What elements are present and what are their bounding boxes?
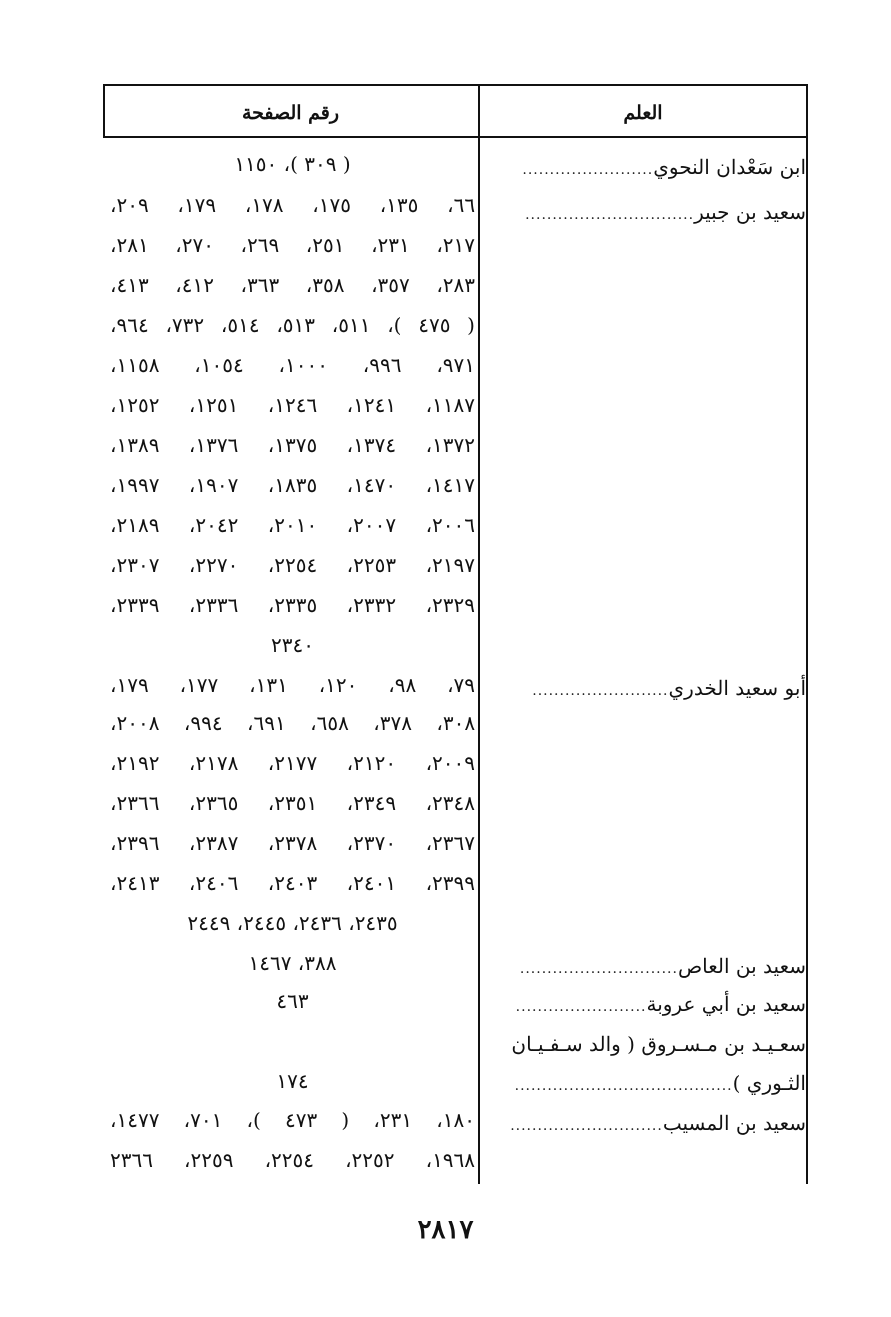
table-column-divider bbox=[478, 84, 480, 1184]
entry-name: سعيد بن جبير............................... bbox=[525, 200, 806, 224]
page-refs-line: ٢٣٦٧، ٢٣٧٠، ٢٣٧٨، ٢٣٨٧، ٢٣٩٦، bbox=[110, 831, 475, 855]
page-refs-line: ٧٩، ٩٨، ١٢٠، ١٣١، ١٧٧، ١٧٩، bbox=[110, 673, 476, 697]
page-refs-line: ٢١٩٧، ٢٢٥٣، ٢٢٥٤، ٢٢٧٠، ٢٣٠٧، bbox=[110, 553, 475, 577]
table-top-border bbox=[103, 84, 808, 86]
entry-name: سعـيـد بن مـسـروق ( والد سـفـيـان bbox=[511, 1032, 806, 1056]
page-refs-line: ٩٧١، ٩٩٦، ١٠٠٠، ١٠٥٤، ١١٥٨، bbox=[110, 353, 476, 377]
page-refs-line: ١٣٧٢، ١٣٧٤، ١٣٧٥، ١٣٧٦، ١٣٨٩، bbox=[110, 433, 475, 457]
page-refs-line: ٤٦٣ bbox=[276, 989, 309, 1013]
page-refs-line: ١٨٠، ٢٣١، ( ٤٧٣ )، ٧٠١، ١٤٧٧، bbox=[110, 1108, 475, 1132]
page-refs-line: ١٩٦٨، ٢٢٥٢، ٢٢٥٤، ٢٢٥٩، ٢٣٦٦ bbox=[110, 1148, 476, 1172]
page-refs-line: ١٧٤ bbox=[276, 1069, 309, 1093]
entry-name: أبو سعيد الخدري......................... bbox=[532, 676, 806, 700]
page-refs-line: ٢٤٣٥، ٢٤٣٦، ٢٤٤٥، ٢٤٤٩ bbox=[187, 911, 398, 935]
page-refs-line: ١١٨٧، ١٢٤١، ١٢٤٦، ١٢٥١، ١٢٥٢، bbox=[110, 393, 475, 417]
page-refs-line: ٢٨٣، ٣٥٧، ٣٥٨، ٣٦٣، ٤١٢، ٤١٣، bbox=[110, 273, 476, 297]
page-refs-line: ٦٦، ١٣٥، ١٧٥، ١٧٨، ١٧٩، ٢٠٩، bbox=[110, 193, 476, 217]
page-refs-line: ٢٣٤٨، ٢٣٤٩، ٢٣٥١، ٢٣٦٥، ٢٣٦٦، bbox=[110, 791, 475, 815]
page-refs-line: ( ٤٧٥ )، ٥١١، ٥١٣، ٥١٤، ٧٣٢، ٩٦٤، bbox=[110, 313, 475, 337]
entry-name: سعيد بن أبي عروبة........................ bbox=[515, 992, 806, 1016]
header-pages: رقم الصفحة bbox=[241, 102, 340, 124]
table-header-divider bbox=[103, 136, 808, 138]
page-refs-line: ٢٣٢٩، ٢٣٣٢، ٢٣٣٥، ٢٣٣٦، ٢٣٣٩، bbox=[110, 593, 475, 617]
page-refs-line: ٢١٧، ٢٣١، ٢٥١، ٢٦٩، ٢٧٠، ٢٨١، bbox=[110, 233, 476, 257]
page-number: ٢٨١٧ bbox=[417, 1215, 474, 1245]
page-refs-line: ١٤١٧، ١٤٧٠، ١٨٣٥، ١٩٠٧، ١٩٩٧، bbox=[110, 473, 475, 497]
entry-name: الثـوري )........................................ bbox=[514, 1071, 806, 1095]
page-refs-line: ( ٣٠٩ )، ١١٥٠ bbox=[234, 152, 351, 176]
entry-name: سعيد بن المسيب............................ bbox=[510, 1111, 806, 1135]
page-refs-line: ٢٣٩٩، ٢٤٠١، ٢٤٠٣، ٢٤٠٦، ٢٤١٣، bbox=[110, 871, 475, 895]
table-right-border bbox=[806, 84, 808, 1184]
entry-name: ابن سَعْدان النحوي........................ bbox=[522, 155, 806, 179]
entry-name: سعيد بن العاص............................. bbox=[519, 954, 806, 978]
header-name: العلم bbox=[623, 102, 663, 124]
page-refs-line: ٣٨٨، ١٤٦٧ bbox=[248, 951, 337, 975]
page-refs-line: ٢٣٤٠ bbox=[271, 633, 314, 657]
page-refs-line: ٢٠٠٦، ٢٠٠٧، ٢٠١٠، ٢٠٤٢، ٢١٨٩، bbox=[110, 513, 475, 537]
page-refs-line: ٣٠٨، ٣٧٨، ٦٥٨، ٦٩١، ٩٩٤، ٢٠٠٨، bbox=[110, 711, 476, 735]
page-refs-line: ٢٠٠٩، ٢١٢٠، ٢١٧٧، ٢١٧٨، ٢١٩٢، bbox=[110, 751, 475, 775]
